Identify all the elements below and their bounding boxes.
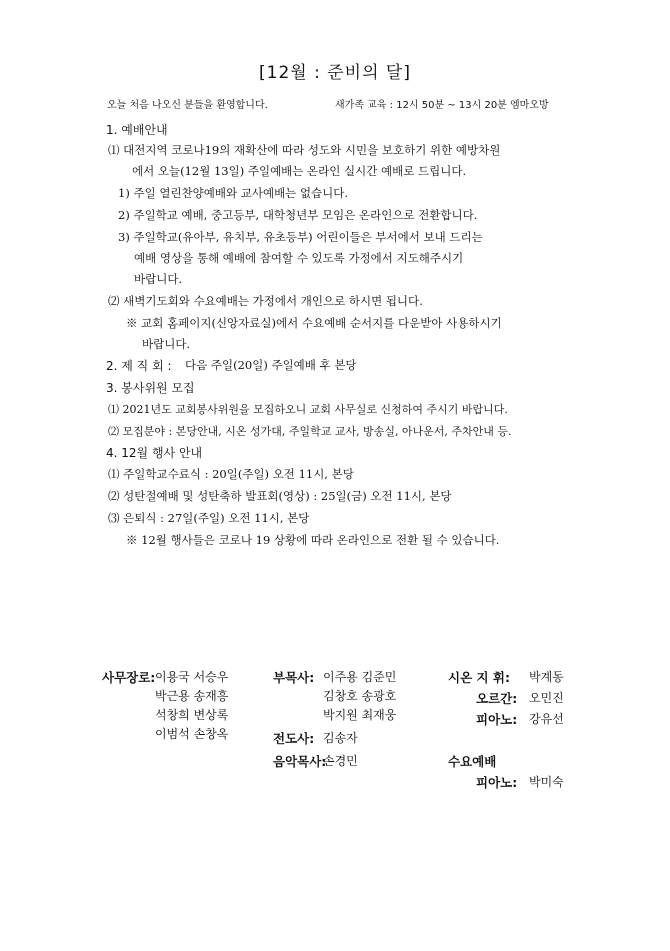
s4-p1: ⑴ 주일학교수료식 : 20일(주일) 오전 11시, 본당 — [108, 467, 354, 481]
s1-note-line2: 바랍니다. — [142, 337, 191, 351]
section-4-heading: 4. 12월 행사 안내 — [106, 446, 203, 460]
s3-p1: ⑴ 2021년도 교회봉사위원을 모집하오니 교회 사무실로 신청하여 주시기 바랍니다. — [108, 403, 508, 416]
s2-text: 다음 주일(20일) 주일예배 후 본당 — [185, 358, 357, 372]
new-family-info: 새가족 교육 : 12시 50분 ~ 13시 20분 엠마오방 — [335, 100, 549, 111]
s1-p1-line2: 에서 오늘(12월 13일) 주일예배는 온라인 실시간 예배로 드립니다. — [132, 164, 467, 178]
pianist-name: 강유선 — [529, 712, 564, 726]
section-1-heading: 1. 예배안내 — [106, 123, 168, 137]
evangelist-name: 김송자 — [323, 731, 358, 745]
office-elders-row: 이범석 손창옥 — [155, 727, 229, 741]
wednesday-pianist-label: 피아노: — [476, 775, 518, 790]
wednesday-pianist-name: 박미숙 — [529, 775, 564, 789]
s1-item-3-line3: 바랍니다. — [134, 272, 183, 286]
s4-note: ※ 12월 행사들은 코로나 19 상황에 따라 온라인으로 전환 될 수 있습니다. — [126, 533, 500, 547]
office-elders-row: 석창희 변상록 — [155, 708, 229, 722]
pianist-label: 피아노: — [476, 712, 518, 727]
section-2-heading: 2. 제 직 회 : — [106, 359, 172, 373]
s1-note-line1: ※ 교회 홈페이지(신앙자료실)에서 수요예배 순서지를 다운받아 사용하시기 — [126, 316, 502, 330]
page-title: [12월 : 준비의 달] — [259, 63, 411, 83]
evangelist-label: 전도사: — [273, 731, 315, 746]
s1-item-3-line1: 3) 주일학교(유아부, 유치부, 유초등부) 어린이들은 부서에서 보내 드리는 — [118, 230, 483, 244]
welcome-text: 오늘 처음 나오신 분들을 환영합니다. — [107, 100, 268, 111]
s1-p1-line1: ⑴ 대전지역 코로나19의 재확산에 따라 성도와 시민을 보호하기 위한 예방차원 — [108, 143, 501, 157]
s1-item-1: 1) 주일 열린찬양예배와 교사예배는 없습니다. — [118, 186, 349, 200]
associate-pastor-row: 김창호 송광호 — [323, 689, 397, 703]
s4-p2: ⑵ 성탄절예배 및 성탄축하 발표회(영상) : 25일(금) 오전 11시, 본당 — [108, 489, 452, 503]
s1-item-2: 2) 주일학교 예배, 중고등부, 대학청년부 모임은 온라인으로 전환합니다. — [118, 208, 478, 222]
organist-label: 오르간: — [476, 691, 518, 706]
s1-item-3-line2: 예배 영상을 통해 예배에 참여할 수 있도록 가정에서 지도해주시기 — [134, 251, 464, 265]
zion-conductor-name: 박계동 — [529, 670, 564, 684]
associate-pastor-label: 부목사: — [273, 670, 315, 685]
associate-pastor-row: 이주용 김준민 — [323, 670, 397, 684]
zion-conductor-label: 시온 지 휘: — [448, 670, 511, 685]
s3-p2: ⑵ 모집분야 : 본당안내, 시온 성가대, 주일학교 교사, 방송실, 아나운서, 주차안내 등. — [108, 425, 512, 438]
s1-p2: ⑵ 새벽기도회와 수요예배는 가정에서 개인으로 하시면 됩니다. — [108, 294, 423, 308]
office-elders-row: 박근용 송재흥 — [155, 689, 229, 703]
wednesday-service-label: 수요예배 — [448, 754, 497, 769]
office-elders-label: 사무장로: — [102, 670, 156, 685]
organist-name: 오민진 — [529, 691, 564, 705]
associate-pastor-row: 박지원 최재웅 — [323, 708, 397, 722]
music-pastor-name: 손경민 — [323, 754, 358, 768]
music-pastor-label: 음악목사: — [273, 754, 327, 769]
s4-p3: ⑶ 은퇴식 : 27일(주일) 오전 11시, 본당 — [108, 511, 310, 525]
section-3-heading: 3. 봉사위원 모집 — [106, 381, 195, 395]
office-elders-row: 이용국 서승우 — [155, 670, 229, 684]
